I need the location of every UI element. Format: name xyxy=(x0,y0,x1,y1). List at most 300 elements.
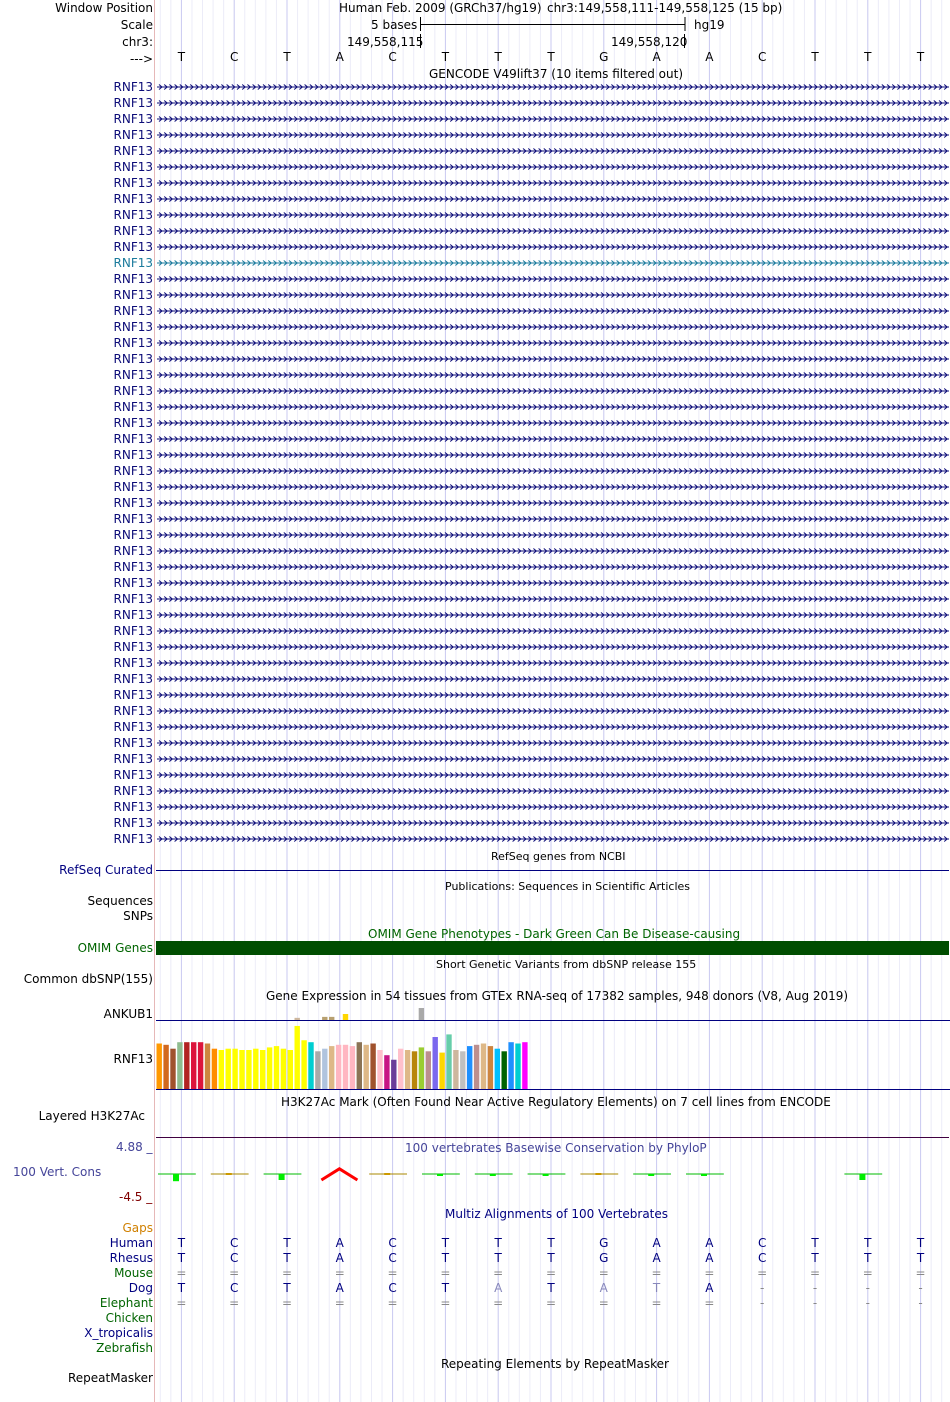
omim-title: OMIM Gene Phenotypes - Dark Green Can Be Disease-causing xyxy=(368,927,741,941)
scale-bar xyxy=(420,17,686,31)
multiz-base: = xyxy=(176,1266,187,1280)
gencode-transcript-label[interactable]: RNF13 xyxy=(113,784,153,798)
publications-title: Publications: Sequences in Scientific Articles xyxy=(445,880,690,893)
gtex-rnf13-bar xyxy=(502,1051,507,1089)
phylop-bar xyxy=(595,1173,601,1175)
gtex-rnf13-bar xyxy=(212,1049,217,1089)
gencode-transcript-label[interactable]: RNF13 xyxy=(113,640,153,654)
omim-label[interactable]: OMIM Genes xyxy=(77,941,153,955)
gencode-transcript-line[interactable] xyxy=(157,595,950,603)
gencode-transcript-line[interactable] xyxy=(157,547,950,555)
gencode-transcript-label[interactable]: RNF13 xyxy=(113,144,153,158)
base-letter: T xyxy=(441,50,450,64)
gtex-rnf13-bar xyxy=(370,1044,375,1090)
gencode-transcript-line[interactable] xyxy=(157,563,950,571)
multiz-base: A xyxy=(335,1236,344,1250)
repeatmasker-label[interactable]: RepeatMasker xyxy=(67,1371,153,1385)
base-letter: A xyxy=(652,50,661,64)
gencode-transcript-label[interactable]: RNF13 xyxy=(113,272,153,286)
gtex-rnf13-bar xyxy=(474,1045,479,1089)
multiz-base: = xyxy=(281,1296,293,1310)
gtex-chart xyxy=(156,1003,950,1091)
gencode-transcript-line[interactable] xyxy=(157,211,950,219)
gtex-rnf13-bar xyxy=(391,1060,396,1089)
gtex-rnf13-bar xyxy=(239,1050,244,1089)
gencode-transcript-line[interactable] xyxy=(157,819,950,827)
gtex-rnf13-bar xyxy=(226,1049,231,1089)
gencode-transcript-label[interactable]: RNF13 xyxy=(113,208,153,222)
coord-right: 149,558,120 xyxy=(611,35,688,49)
gencode-transcript-line[interactable] xyxy=(157,243,950,251)
multiz-base: A xyxy=(705,1236,714,1250)
multiz-base: C xyxy=(230,1251,239,1265)
gtex-rnf13-bar xyxy=(281,1049,286,1089)
refseq-title: RefSeq genes from NCBI xyxy=(491,850,626,863)
db-text: hg19 xyxy=(694,18,725,32)
gencode-transcript-label[interactable]: RNF13 xyxy=(113,176,153,190)
gencode-transcript-line[interactable] xyxy=(157,83,950,91)
gtex-rnf13-bar xyxy=(288,1050,293,1089)
multiz-base: A xyxy=(705,1281,714,1295)
gencode-transcript-line[interactable] xyxy=(157,467,950,475)
gtex-rnf13-bar xyxy=(232,1049,237,1089)
gencode-transcript-label[interactable]: RNF13 xyxy=(113,416,153,430)
multiz-base: - xyxy=(865,1281,870,1295)
multiz-base: T xyxy=(283,1236,291,1250)
gencode-transcript-label[interactable]: RNF13 xyxy=(113,160,153,174)
gencode-transcript-label[interactable]: RNF13 xyxy=(113,576,153,590)
multiz-base: = xyxy=(545,1296,557,1310)
multiz-base: - xyxy=(918,1296,923,1310)
gencode-transcript-label[interactable]: RNF13 xyxy=(113,592,153,606)
gencode-transcript-line[interactable] xyxy=(157,659,950,667)
gtex-rnf13-bar xyxy=(495,1049,500,1089)
gencode-transcript-line[interactable] xyxy=(157,371,950,379)
gencode-transcript-line[interactable] xyxy=(157,195,950,203)
multiz-base: = xyxy=(281,1266,293,1280)
gencode-transcript-label[interactable]: RNF13 xyxy=(113,240,153,254)
gtex-rnf13-bar xyxy=(508,1042,513,1089)
gtex-rnf13-bar xyxy=(364,1045,369,1089)
gencode-transcript-line[interactable] xyxy=(157,131,950,139)
gencode-transcript-label[interactable]: RNF13 xyxy=(113,672,153,686)
gencode-transcript-label[interactable]: RNF13 xyxy=(113,736,153,750)
gencode-transcript-label[interactable]: RNF13 xyxy=(113,800,153,814)
gencode-transcript-label[interactable]: RNF13 xyxy=(113,688,153,702)
gtex-rnf13-bar xyxy=(467,1046,472,1089)
multiz-base: = xyxy=(757,1266,768,1280)
gencode-transcript-label[interactable]: RNF13 xyxy=(113,400,153,414)
phylop-ymin: -4.5 _ xyxy=(119,1190,153,1204)
multiz-base: T xyxy=(441,1251,450,1265)
multiz-base: T xyxy=(494,1236,502,1250)
gencode-transcript-line[interactable] xyxy=(157,403,950,411)
multiz-species-label[interactable]: Human xyxy=(109,1236,153,1250)
gtex-rnf13-bar xyxy=(322,1049,327,1089)
gencode-transcript-label[interactable]: RNF13 xyxy=(113,496,153,510)
multiz-species-label[interactable]: Rhesus xyxy=(109,1251,153,1265)
multiz-base: = xyxy=(598,1296,609,1310)
dbsnp-label[interactable]: Common dbSNP(155) xyxy=(23,972,153,986)
multiz-species-label[interactable]: Zebrafish xyxy=(96,1341,153,1355)
multiz-base: T xyxy=(441,1236,450,1250)
gencode-transcript-line[interactable] xyxy=(157,643,950,651)
gtex-rnf13-bar xyxy=(163,1045,168,1089)
gencode-transcript-label[interactable]: RNF13 xyxy=(113,224,153,238)
scale-label: Scale xyxy=(120,18,153,32)
multiz-base: = xyxy=(809,1266,821,1280)
gtex-rnf13-bar xyxy=(515,1044,520,1090)
gencode-transcript-label[interactable]: RNF13 xyxy=(113,544,153,558)
phylop-bar xyxy=(384,1173,390,1175)
phylop-bar xyxy=(543,1174,549,1176)
multiz-base: C xyxy=(388,1236,397,1250)
multiz-base: A xyxy=(335,1281,344,1295)
gtex-rnf13-bar xyxy=(177,1042,182,1089)
base-letter: T xyxy=(811,50,819,64)
phylop-ymax: 4.88 _ xyxy=(116,1140,153,1154)
phylop-chart xyxy=(155,1156,950,1202)
gencode-transcript-line[interactable] xyxy=(157,259,950,267)
gencode-transcript-label[interactable]: RNF13 xyxy=(113,720,153,734)
multiz-base: - xyxy=(812,1281,818,1295)
refseq-line xyxy=(156,870,949,871)
phylop-label[interactable]: 100 Vert. Cons xyxy=(13,1165,102,1179)
gencode-transcript-label[interactable]: RNF13 xyxy=(113,128,153,142)
phylop-bar xyxy=(490,1174,496,1176)
gencode-transcript-label[interactable]: RNF13 xyxy=(113,704,153,718)
gtex-rnf13-bar xyxy=(205,1044,210,1090)
multiz-base: = xyxy=(229,1266,240,1280)
gencode-transcript-line[interactable] xyxy=(157,627,950,635)
multiz-species-label[interactable]: Chicken xyxy=(105,1311,153,1325)
multiz-base: C xyxy=(758,1236,767,1250)
refseq-label[interactable]: RefSeq Curated xyxy=(59,863,153,877)
multiz-base: = xyxy=(704,1266,715,1280)
assembly-title: Human Feb. 2009 (GRCh37/hg19) xyxy=(339,1,542,15)
gencode-transcript-line[interactable] xyxy=(157,387,950,395)
phylop-bar xyxy=(279,1174,285,1180)
multiz-species-label[interactable]: Dog xyxy=(128,1281,153,1295)
phylop-title: 100 vertebrates Basewise Conservation by PhyloP xyxy=(405,1141,707,1155)
gencode-transcript-line[interactable] xyxy=(157,579,950,587)
gencode-transcript-label[interactable]: RNF13 xyxy=(113,624,153,638)
gencode-transcript-line[interactable] xyxy=(157,451,950,459)
multiz-base: = xyxy=(704,1296,715,1310)
gtex-rnf13-bar xyxy=(301,1040,306,1089)
gtex-rnf13-bar xyxy=(315,1051,320,1089)
gencode-transcript-label[interactable]: RNF13 xyxy=(113,192,153,206)
omim-bar[interactable] xyxy=(156,941,949,955)
gencode-transcript-line[interactable] xyxy=(157,419,950,427)
gtex-rnf13-bar xyxy=(357,1042,362,1089)
gtex-rnf13-bar xyxy=(439,1053,444,1089)
multiz-base: T xyxy=(547,1251,555,1265)
gencode-transcript-label[interactable]: RNF13 xyxy=(113,816,153,830)
gencode-transcript-line[interactable] xyxy=(157,691,950,699)
multiz-base: T xyxy=(547,1281,555,1295)
base-letter: C xyxy=(388,50,397,64)
gtex-rnf13-bar xyxy=(419,1047,424,1089)
multiz-base: = xyxy=(493,1296,504,1310)
multiz-title: Multiz Alignments of 100 Vertebrates xyxy=(445,1207,669,1221)
publications-snps-label[interactable]: SNPs xyxy=(123,909,153,923)
gencode-transcript-label[interactable]: RNF13 xyxy=(113,560,153,574)
h3k27ac-label[interactable]: Layered H3K27Ac xyxy=(38,1109,145,1123)
gencode-transcript-label[interactable]: RNF13 xyxy=(113,256,153,270)
h3k27ac-baseline xyxy=(156,1137,949,1138)
gtex-rnf13-bar xyxy=(274,1046,279,1089)
repeatmasker-title: Repeating Elements by RepeatMasker xyxy=(441,1357,669,1371)
multiz-base: = xyxy=(862,1266,873,1280)
gencode-transcript-line[interactable] xyxy=(157,755,950,763)
gencode-transcript-label[interactable]: RNF13 xyxy=(113,288,153,302)
gencode-transcript-line[interactable] xyxy=(157,323,950,331)
multiz-base: C xyxy=(388,1281,397,1295)
gtex-rnf13-bar xyxy=(308,1042,313,1089)
gtex-ankub1-bar xyxy=(322,1017,327,1020)
multiz-base: = xyxy=(176,1296,187,1310)
gencode-transcript-label[interactable]: RNF13 xyxy=(113,608,153,622)
multiz-base: C xyxy=(230,1236,239,1250)
multiz-base: A xyxy=(494,1281,503,1295)
multiz-base: = xyxy=(545,1266,557,1280)
multiz-base: G xyxy=(599,1251,609,1265)
multiz-base: T xyxy=(547,1236,555,1250)
multiz-base: = xyxy=(440,1266,451,1280)
gencode-transcript-line[interactable] xyxy=(157,611,950,619)
gencode-transcript-line[interactable] xyxy=(157,179,950,187)
gtex-rnf13-bar xyxy=(246,1050,251,1089)
publications-sequences-label[interactable]: Sequences xyxy=(87,894,153,908)
gtex-rnf13-bar xyxy=(329,1046,334,1089)
multiz-base: = xyxy=(915,1266,926,1280)
gtex-ankub1-bar xyxy=(419,1008,424,1020)
gencode-transcript-line[interactable] xyxy=(157,339,950,347)
multiz-base: T xyxy=(864,1251,872,1265)
strand-label: ---> xyxy=(129,52,153,66)
gtex-rnf13-bar xyxy=(170,1049,175,1089)
gtex-rnf13-bar xyxy=(398,1049,403,1089)
multiz-base: T xyxy=(177,1236,186,1250)
base-letter: T xyxy=(177,50,186,64)
gencode-transcript-label[interactable]: RNF13 xyxy=(113,96,153,110)
gencode-transcript-line[interactable] xyxy=(157,307,950,315)
gtex-rnf13-bar xyxy=(384,1055,389,1089)
multiz-base: T xyxy=(441,1281,450,1295)
gaps-label: Gaps xyxy=(122,1221,153,1235)
phylop-peak xyxy=(321,1169,357,1180)
multiz-base: T xyxy=(177,1251,186,1265)
gencode-transcript-line[interactable] xyxy=(157,835,950,843)
multiz-base: G xyxy=(599,1236,609,1250)
multiz-base: = xyxy=(598,1266,609,1280)
gencode-transcript-line[interactable] xyxy=(157,739,950,747)
gtex-rnf13-bar xyxy=(446,1034,451,1089)
gtex-title: Gene Expression in 54 tissues from GTEx RNA-seq of 17382 samples, 948 donors (V8, Aug 2019) xyxy=(266,989,849,1003)
gencode-transcript-label[interactable]: RNF13 xyxy=(113,768,153,782)
base-letter: T xyxy=(864,50,872,64)
gencode-transcript-line[interactable] xyxy=(157,515,950,523)
gencode-transcript-line[interactable] xyxy=(157,147,950,155)
gtex-gene-rnf13[interactable]: RNF13 xyxy=(113,1052,153,1066)
gtex-rnf13-bar xyxy=(522,1042,527,1089)
base-letter: T xyxy=(547,50,555,64)
base-sequence-row xyxy=(155,50,950,64)
multiz-base: T xyxy=(864,1236,872,1250)
gencode-transcript-line[interactable] xyxy=(157,435,950,443)
gtex-rnf13-bar xyxy=(260,1050,265,1089)
multiz-base: = xyxy=(440,1296,451,1310)
multiz-base: T xyxy=(916,1251,925,1265)
gtex-rnf13-bar xyxy=(481,1044,486,1090)
gtex-ankub1-bar xyxy=(329,1017,334,1020)
multiz-base: T xyxy=(283,1251,291,1265)
gtex-rnf13-bar xyxy=(488,1046,493,1089)
gencode-transcript-line[interactable] xyxy=(157,115,950,123)
gencode-transcript-line[interactable] xyxy=(157,787,950,795)
gencode-transcript-line[interactable] xyxy=(157,723,950,731)
multiz-base: = xyxy=(651,1266,662,1280)
multiz-base: C xyxy=(758,1251,767,1265)
gencode-transcript-line[interactable] xyxy=(157,675,950,683)
phylop-bar xyxy=(701,1174,707,1176)
phylop-bar xyxy=(173,1174,179,1181)
gtex-rnf13-bar xyxy=(460,1051,465,1089)
base-letter: T xyxy=(494,50,502,64)
gencode-transcript-label[interactable]: RNF13 xyxy=(113,752,153,766)
base-letter: A xyxy=(705,50,714,64)
gencode-transcript-label[interactable]: RNF13 xyxy=(113,656,153,670)
phylop-bar xyxy=(437,1174,443,1176)
coord-left: 149,558,115 xyxy=(347,35,424,49)
gencode-transcript-line[interactable] xyxy=(157,531,950,539)
phylop-bar xyxy=(648,1174,654,1176)
gtex-rnf13-bar xyxy=(191,1042,196,1089)
multiz-base: = xyxy=(334,1266,345,1280)
gencode-transcript-label[interactable]: RNF13 xyxy=(113,480,153,494)
gencode-transcript-line[interactable] xyxy=(157,803,950,811)
multiz-base: T xyxy=(177,1281,186,1295)
gtex-rnf13-bar xyxy=(198,1042,203,1089)
gtex-rnf13-bar xyxy=(405,1050,410,1089)
base-letter: A xyxy=(335,50,344,64)
multiz-base: - xyxy=(812,1296,818,1310)
gencode-transcript-line[interactable] xyxy=(157,499,950,507)
gtex-rnf13-bar xyxy=(433,1037,438,1089)
gencode-transcript-label[interactable]: RNF13 xyxy=(113,80,153,94)
gtex-rnf13-bar xyxy=(453,1050,458,1089)
multiz-base: = xyxy=(387,1296,398,1310)
base-letter: C xyxy=(758,50,767,64)
gencode-transcript-line[interactable] xyxy=(157,483,950,491)
position-text: chr3:149,558,111-149,558,125 (15 bp) xyxy=(547,1,783,15)
gtex-rnf13-bar xyxy=(336,1045,341,1089)
gtex-rnf13-bar xyxy=(412,1051,417,1089)
gencode-transcript-label[interactable]: RNF13 xyxy=(113,832,153,846)
gtex-rnf13-bar xyxy=(377,1050,382,1089)
gencode-transcript-label[interactable]: RNF13 xyxy=(113,432,153,446)
phylop-bar xyxy=(859,1174,865,1180)
gencode-title: GENCODE V49lift37 (10 items filtered out) xyxy=(429,67,684,81)
multiz-base: T xyxy=(283,1281,291,1295)
gencode-transcript-line[interactable] xyxy=(157,707,950,715)
dbsnp-title: Short Genetic Variants from dbSNP release 155 xyxy=(436,958,697,971)
gencode-transcript-label[interactable]: RNF13 xyxy=(113,304,153,318)
gencode-transcript-label[interactable]: RNF13 xyxy=(113,336,153,350)
gencode-transcript-label[interactable]: RNF13 xyxy=(113,528,153,542)
gtex-rnf13-bar xyxy=(157,1044,162,1090)
gencode-transcript-label[interactable]: RNF13 xyxy=(113,320,153,334)
gtex-ankub1-bar xyxy=(295,1018,300,1020)
multiz-base: = xyxy=(493,1266,504,1280)
multiz-base: - xyxy=(865,1296,870,1310)
multiz-species-label[interactable]: Mouse xyxy=(114,1266,153,1280)
gtex-rnf13-bar xyxy=(184,1042,189,1089)
gtex-rnf13-bar xyxy=(350,1046,355,1089)
gencode-transcript-line[interactable] xyxy=(157,99,950,107)
coord-ticks xyxy=(420,34,686,48)
gencode-transcript-line[interactable] xyxy=(157,163,950,171)
multiz-base: A xyxy=(652,1251,661,1265)
gtex-gene-ankub1[interactable]: ANKUB1 xyxy=(103,1007,153,1021)
h3k27ac-title: H3K27Ac Mark (Often Found Near Active Regulatory Elements) on 7 cell lines from ENCODE xyxy=(281,1095,831,1109)
window-position-label: Window Position xyxy=(55,1,153,15)
multiz-base: T xyxy=(494,1251,502,1265)
gtex-rnf13-bar xyxy=(219,1050,224,1089)
multiz-base: = xyxy=(334,1296,345,1310)
gtex-rnf13-bar xyxy=(343,1045,348,1089)
chrom-label: chr3: xyxy=(122,35,153,49)
multiz-base: A xyxy=(705,1251,714,1265)
gtex-rnf13-bar xyxy=(295,1026,300,1089)
multiz-base: - xyxy=(918,1281,923,1295)
multiz-base: - xyxy=(760,1281,765,1295)
gencode-transcript-label[interactable]: RNF13 xyxy=(113,512,153,526)
gtex-rnf13-bar xyxy=(267,1047,272,1089)
multiz-base: A xyxy=(599,1281,608,1295)
gencode-transcript-label[interactable]: RNF13 xyxy=(113,352,153,366)
gencode-transcript-line[interactable] xyxy=(157,291,950,299)
multiz-base: = xyxy=(229,1296,240,1310)
multiz-base: - xyxy=(760,1296,765,1310)
base-letter: G xyxy=(599,50,609,64)
gtex-ankub1-bar xyxy=(343,1014,348,1020)
multiz-base: = xyxy=(651,1296,662,1310)
multiz-base: C xyxy=(230,1281,239,1295)
gencode-transcript-line[interactable] xyxy=(157,275,950,283)
multiz-base: = xyxy=(387,1266,398,1280)
gencode-transcript-label[interactable]: RNF13 xyxy=(113,368,153,382)
gencode-transcript-label[interactable]: RNF13 xyxy=(113,384,153,398)
multiz-base: T xyxy=(652,1281,661,1295)
base-letter: T xyxy=(283,50,291,64)
multiz-species-label[interactable]: Elephant xyxy=(99,1296,153,1310)
gencode-transcript-label[interactable]: RNF13 xyxy=(113,112,153,126)
gencode-transcript-line[interactable] xyxy=(157,355,950,363)
gencode-transcript-label[interactable]: RNF13 xyxy=(113,464,153,478)
base-letter: T xyxy=(916,50,925,64)
phylop-bar xyxy=(226,1173,232,1175)
gencode-transcript-line[interactable] xyxy=(157,227,950,235)
multiz-base: A xyxy=(335,1251,344,1265)
gtex-rnf13-bar xyxy=(253,1049,258,1089)
multiz-base: T xyxy=(811,1236,819,1250)
multiz-species-label[interactable]: X_tropicalis xyxy=(84,1326,153,1340)
gencode-transcript-label[interactable]: RNF13 xyxy=(113,448,153,462)
multiz-base: A xyxy=(652,1236,661,1250)
gencode-transcript-line[interactable] xyxy=(157,771,950,779)
